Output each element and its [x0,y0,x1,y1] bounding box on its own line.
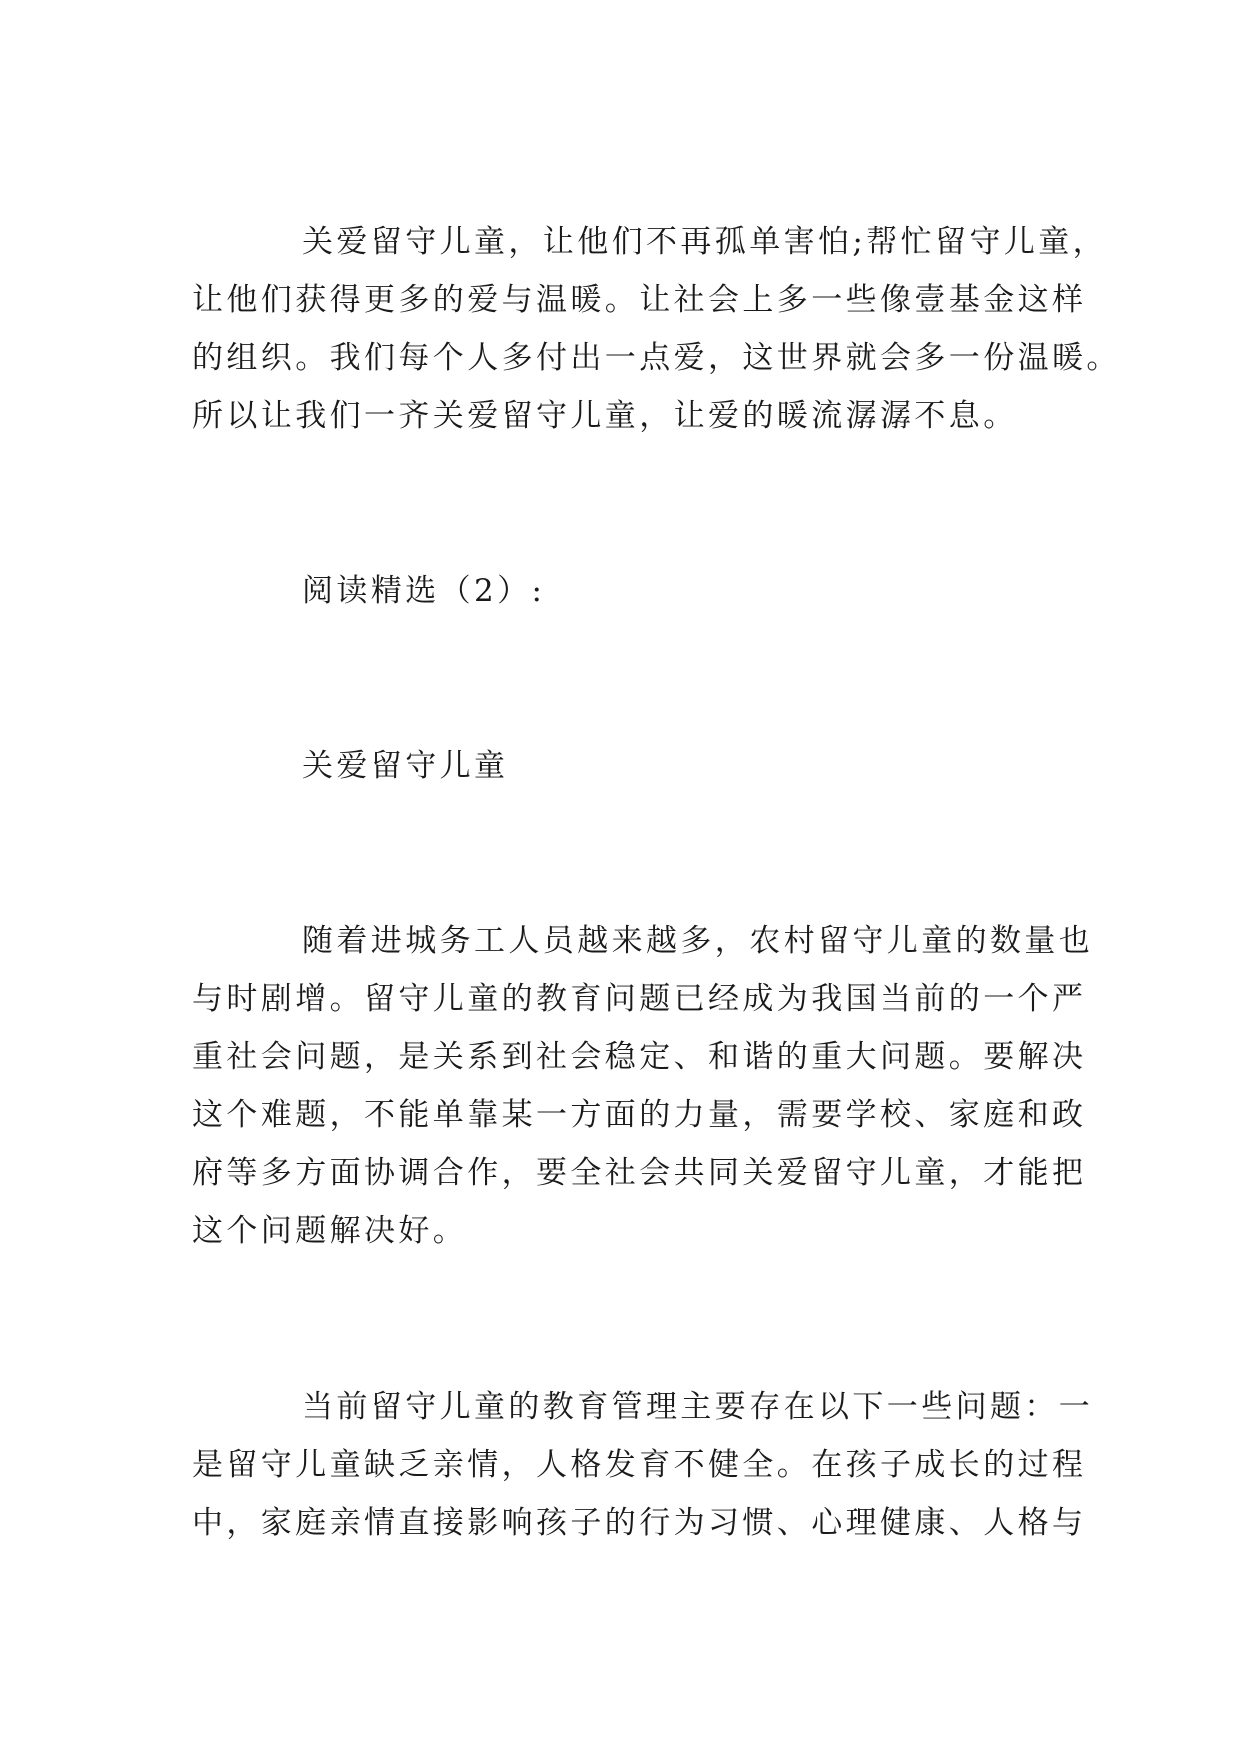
paragraph-2-line-2: 与时剧增。留守儿童的教育问题已经成为我国当前的一个严 [192,981,1087,1017]
paragraph-1-line-1: 关爱留守儿童，让他们不再孤单害怕;帮忙留守儿童， [302,224,1108,260]
paragraph-2-line-1: 随着进城务工人员越来越多，农村留守儿童的数量也 [302,923,1094,959]
paragraph-2-line-5: 府等多方面协调合作，要全社会共同关爱留守儿童，才能把 [192,1155,1087,1191]
article-title: 关爱留守儿童 [302,748,509,784]
paragraph-3-line-3: 中，家庭亲情直接影响孩子的行为习惯、心理健康、人格与 [192,1505,1087,1541]
paragraph-3-line-2: 是留守儿童缺乏亲情，人格发育不健全。在孩子成长的过程 [192,1447,1087,1483]
section-heading: 阅读精选（2）: [302,573,546,609]
paragraph-1-line-4: 所以让我们一齐关爱留守儿童，让爱的暖流潺潺不息。 [192,398,1018,434]
paragraph-2-line-4: 这个难题，不能单靠某一方面的力量，需要学校、家庭和政 [192,1097,1087,1133]
paragraph-3-line-1: 当前留守儿童的教育管理主要存在以下一些问题：一 [302,1389,1094,1425]
paragraph-2-line-6: 这个问题解决好。 [192,1213,468,1249]
paragraph-2-line-3: 重社会问题，是关系到社会稳定、和谐的重大问题。要解决 [192,1039,1087,1075]
paragraph-1-line-3: 的组织。我们每个人多付出一点爱，这世界就会多一份温暖。 [192,340,1121,376]
paragraph-1-line-2: 让他们获得更多的爱与温暖。让社会上多一些像壹基金这样 [192,282,1087,318]
